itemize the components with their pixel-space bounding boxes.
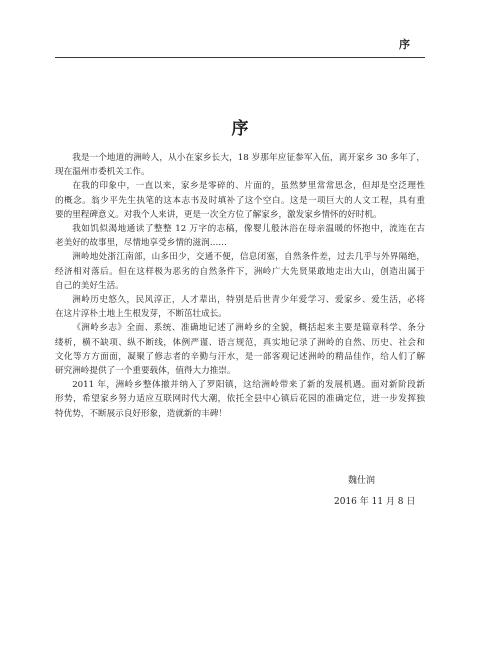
- running-header-title: 序: [399, 38, 410, 51]
- page-title: 序: [231, 119, 249, 139]
- paragraph-line: 在我的印象中，一直以来，家乡是零碎的、片面的，虽然梦里常常思念，但却是空泛理性: [72, 181, 425, 192]
- paragraph-line: 形势，希望家乡努力适应互联网时代大潮，依托全县中心镇后花园的准确定位，进一步发挥独: [55, 394, 425, 405]
- paragraph: [55, 378, 425, 421]
- signature-date: 2016 年 11 月 8 日: [334, 497, 416, 507]
- paragraph: [55, 151, 425, 179]
- paragraph-line: 缕析，横不缺项、纵不断线，体例严谨、语言规范，真实地记录了洲岭的自然、历史、社会和: [55, 337, 425, 348]
- preface-body: [55, 151, 425, 421]
- paragraph-line: 2011 年，洲岭乡整体撤并纳入了罗阳镇，这给洲岭带来了新的发展机遇。面对新阶段新: [72, 380, 425, 391]
- paragraph-line: 《洲岭乡志》全面、系统、准确地记述了洲岭乡的全貌，概括起来主要是篇章科学、条分: [72, 323, 425, 334]
- paragraph-line: 我如饥似渴地通读了整整 12 万字的志稿，像婴儿般沐浴在母亲温暖的怀抱中，流连在古: [72, 224, 425, 235]
- header-rule: [55, 57, 425, 58]
- paragraph: [55, 293, 425, 321]
- paragraph-line: 在这片淳朴土地上生根发芽，不断茁壮成长。: [55, 309, 227, 320]
- paragraph: [55, 222, 425, 250]
- paragraph-line: 经济相对落后。但在这样极为恶劣的自然条件下，洲岭广大先贤果敢地走出大山，创造出属于: [55, 266, 425, 277]
- paragraph-line: 老美好的故事里，尽情地享受乡情的滋润……: [55, 238, 227, 249]
- paragraph-line: 现在温州市委机关工作。: [55, 167, 150, 178]
- paragraph-line: 洲岭地处浙江南部，山多田少，交通不便，信息闭塞，自然条件差，过去几乎与外界隔绝，: [72, 252, 425, 263]
- paragraph-line: 文化等方方面面，凝聚了修志者的辛勤与汗水，是一部客观记述洲岭的精品佳作，给人们了解: [55, 351, 425, 362]
- paragraph-line: 研究洲岭提供了一个重要载体，值得大力推崇。: [55, 366, 236, 377]
- paragraph: [55, 321, 425, 378]
- paragraph-line: 洲岭历史悠久，民风淳正，人才辈出，特别是后世青少年爱学习、爱家乡、爱生活，必将: [72, 295, 425, 306]
- paragraph-line: 特优势，不断展示良好形象，造就新的丰碑！: [55, 408, 227, 419]
- paragraph: [55, 179, 425, 222]
- paragraph-line: 我是一个地道的洲岭人，从小在家乡长大，18 岁那年应征参军入伍，离开家乡 30 多年了，: [72, 153, 425, 163]
- paragraph-line: 的概念。翁少平先生执笔的这本志书及时填补了这个空白。这是一项巨大的人文工程，具有重: [55, 195, 425, 206]
- paragraph: [55, 250, 425, 293]
- paragraph-line: 自己的美好生活。: [55, 280, 124, 291]
- paragraph-line: 要的里程碑意义。对我个人来讲，更是一次全方位了解家乡，激发家乡情怀的好时机。: [55, 209, 382, 220]
- author-name: 魏仕润: [348, 476, 376, 486]
